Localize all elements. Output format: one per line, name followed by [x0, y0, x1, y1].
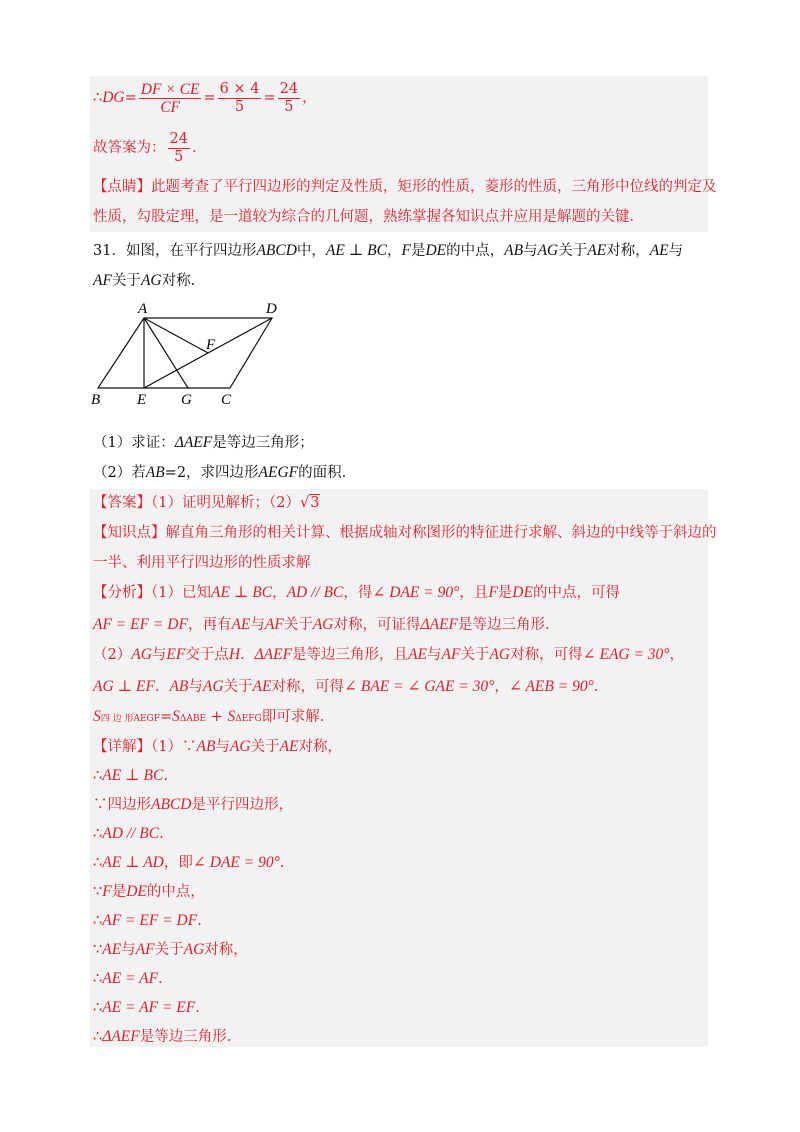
- analysis-line-1: 【分析】（1）已知AE ⊥ BC，AD // BC，得∠ DAE = 90°，且F是DE的中点，可得: [93, 584, 620, 601]
- label-E: E: [137, 392, 147, 408]
- question-line-2: AF关于AG对称.: [93, 272, 196, 289]
- detail-line-6: ∵F是DE的中点，: [93, 883, 205, 900]
- knowledge-line-1: 【知识点】解直角三角形的相关计算、根据成轴对称图形的特征进行求解、斜边的中线等于斜边的: [93, 525, 717, 541]
- answer-conclusion: 故答案为： $\frac{24}{5}$ ．: [93, 130, 207, 165]
- label-F: F: [206, 337, 216, 353]
- detail-line-11: ∴ΔAEF是等边三角形.: [93, 1028, 232, 1045]
- analysis-line-5: S四 边 形AEGF=SΔABE + SΔEFG即可求解.: [93, 708, 325, 725]
- knowledge-line-2: 一半、利用平行四边形的性质求解: [93, 555, 311, 571]
- dg-equation: ∴DG= $\frac{DF \times CE}{CF}$ = $\frac{6 \times 4}{5}$ = $\frac{24}{5}$ ，: [93, 80, 317, 116]
- detail-line-8: ∵AE与AF关于AG对称，: [93, 941, 248, 958]
- detail-line-4: ∴AD // BC.: [93, 825, 164, 842]
- analysis-line-4: AG ⊥ EF．AB与AG关于AE对称，可得∠ BAE = ∠ GAE = 30°，∠ AEB = 90°.: [93, 678, 599, 695]
- detail-line-5: ∴AE ⊥ AD，即∠ DAE = 90°.: [93, 854, 285, 871]
- analysis-line-3: （2）AG与EF交于点H．ΔAEF是等边三角形，且AE与AF关于AG对称，可得∠ EAG = 30°，: [93, 646, 685, 663]
- detail-line-10: ∴AE = AF = EF.: [93, 999, 200, 1016]
- comment-line-2: 性质，勾股定理，是一道较为综合的几何题，熟练掌握各知识点并应用是解题的关键．: [93, 209, 644, 225]
- detail-line-7: ∴AF = EF = DF.: [93, 912, 202, 929]
- detail-line-1: 【详解】（1）∵AB与AG关于AE对称，: [93, 738, 343, 755]
- parallelogram-figure: [88, 296, 288, 408]
- label-C: C: [221, 392, 232, 408]
- question-line-1: 31．如图，在平行四边形ABCD中，AE ⊥ BC，F是DE的中点，AB与AG关于AE对称，AE与: [93, 242, 684, 259]
- label-G: G: [181, 392, 192, 408]
- question-part-1: （1）求证：ΔAEF是等边三角形；: [93, 434, 314, 451]
- detail-line-9: ∴AE = AF.: [93, 970, 163, 987]
- analysis-line-2: AF = EF = DF，再有AE与AF关于AG对称，可证得ΔAEF是等边三角形.: [93, 616, 550, 633]
- detail-line-3: ∵四边形ABCD是平行四边形，: [93, 796, 293, 813]
- label-A: A: [138, 301, 148, 317]
- question-part-2: （2）若AB=2，求四边形AEGF的面积.: [93, 464, 347, 481]
- answer-line: 【答案】（1）证明见解析；（2）√3: [93, 495, 320, 511]
- comment-line-1: 【点睛】此题考查了平行四边形的判定及性质，矩形的性质，菱形的性质，三角形中位线的判定及: [93, 179, 717, 195]
- label-D: D: [266, 301, 277, 317]
- label-B: B: [91, 392, 101, 408]
- detail-line-2: ∴AE ⊥ BC.: [93, 767, 168, 784]
